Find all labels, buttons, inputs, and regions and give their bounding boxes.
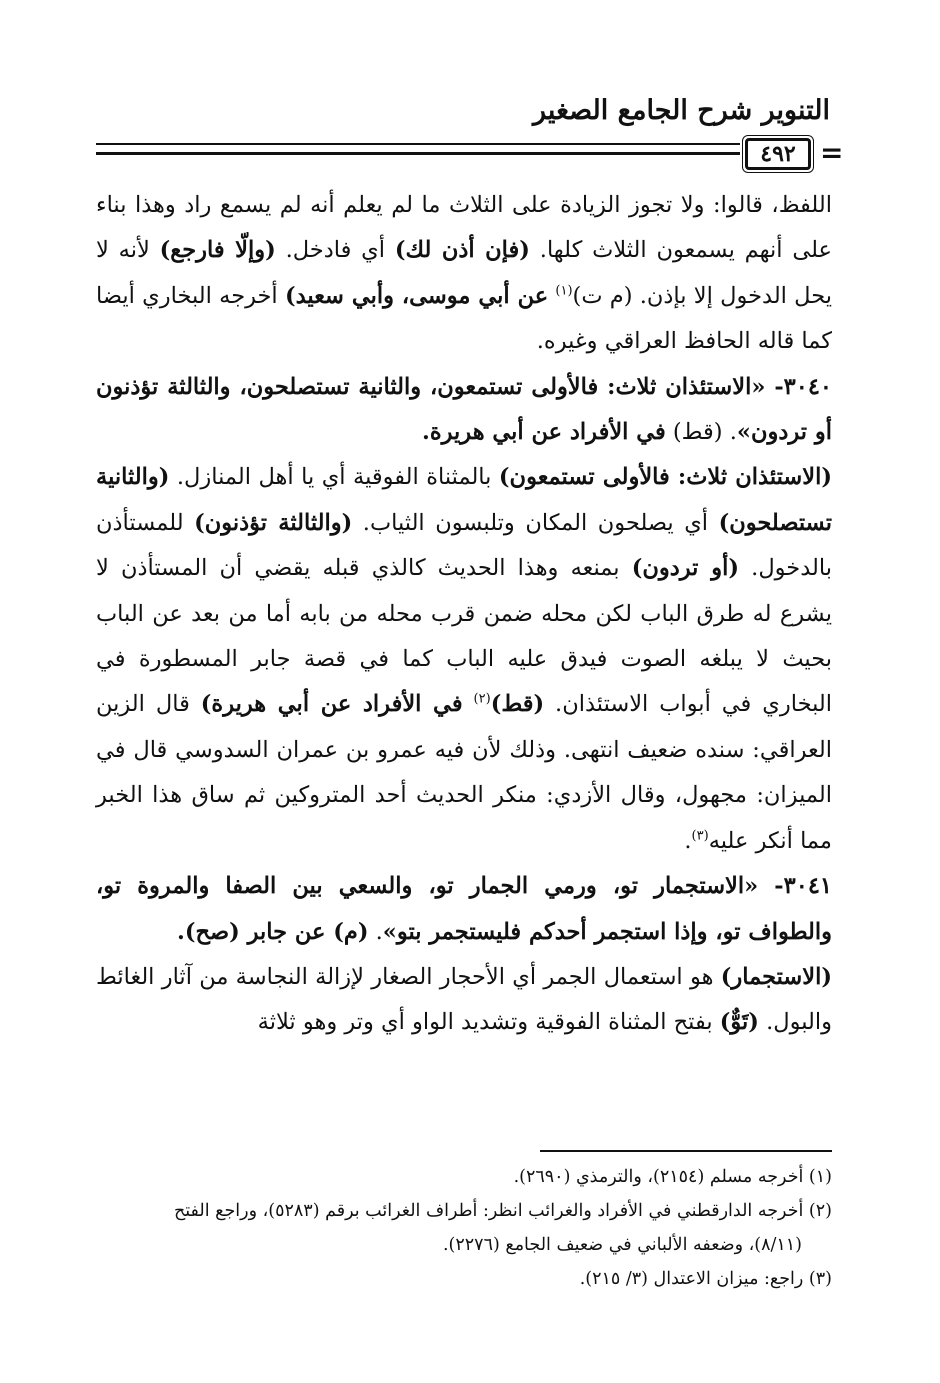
footnote-2: (٢) أخرجه الدارقطني في الأفراد والغرائب انظر: أطراف الغرائب برقم (٥٢٨٣)، وراجع الفتح bbox=[173, 1201, 832, 1221]
page-number: ٤٩٢ bbox=[745, 138, 811, 170]
footnote-2-continued: (٨/١١)، وضعفه الألباني في ضعيف الجامع (٢٢٧٦). bbox=[442, 1235, 802, 1255]
commentary-paragraph: (الاستئذان ثلاث: فالأولى تستمعون) بالمثناة الفوقية أي يا أهل المنازل. (والثانية تستصلحون) أي يصلحون المكان وتلبسون الثياب. (والثالثة تؤذنون) للمستأذن بالدخول. (أو تردون) بمنعه وهذا الحديث كالذي قبله يقضي أن المستأذن لا يشرع له طرق الباب لكن محله ضمن قرب محله من بابه أما من بعد عن الباب بحيث لا يبلغه الصوت فيدق عليه الباب كما في قصة جابر المسطورة في البخاري في أبواب الاستئذان. (قط)$^{(٢)}$ في الأفراد عن أبي هريرة) قال الزين العراقي: سنده ضعيف انتهى. وذلك لأن فيه عمرو بن عمران السدوسي قال في الميزان: مجهول، وقال الأزدي: منكر الحديث أحد المتروكين ثم ساق هذا الخبر مما أنكر عليه$^{(٣)}$. bbox=[96, 464, 832, 854]
header-rule-top bbox=[96, 143, 740, 145]
edge-mark: = bbox=[820, 136, 844, 169]
hadith-entry-3041: ٣٠٤١- «الاستجمار تو، ورمي الجمار تو، والسعي بين الصفا والمروة تو، والطواف تو، وإذا استجمر أحدكم فليستجمر بتو». (م) عن جابر (صح). bbox=[96, 873, 832, 945]
footnote-3: (٣) راجع: ميزان الاعتدال (٣/ ٢١٥). bbox=[579, 1269, 832, 1289]
footnote-1: (١) أخرجه مسلم (٢١٥٤)، والترمذي (٢٦٩٠). bbox=[513, 1167, 832, 1187]
footnote-ref: (٢) bbox=[473, 691, 491, 707]
header-rule-bottom bbox=[96, 152, 740, 155]
main-text bbox=[96, 183, 832, 1046]
footnotes bbox=[96, 1160, 832, 1296]
running-title: التنوير شرح الجامع الصغير bbox=[533, 95, 830, 126]
commentary-paragraph: اللفظ، قالوا: ولا تجوز الزيادة على الثلاث ما لم يعلم أنه لم يسمع راد وهذا بناء على أنهم يسمعون الثلاث كلها. (فإن أذن لك) أي فادخل. (وإلّا فارجع) لأنه لا يحل الدخول إلا بإذن. (م ت)$^{(١)}$ عن أبي موسى، وأبي سعيد) أخرجه البخاري أيضا كما قاله الحافظ العراقي وغيره. bbox=[96, 192, 832, 355]
footnote-ref: (١) bbox=[555, 283, 573, 299]
footnote-ref: (٣) bbox=[691, 828, 709, 844]
hadith-entry-3040: ٣٠٤٠- «الاستئذان ثلاث: فالأولى تستمعون، والثانية تستصلحون، والثالثة تؤذنون أو تردون». (قط) في الأفراد عن أبي هريرة. bbox=[96, 373, 832, 446]
commentary-paragraph: (الاستجمار) هو استعمال الجمر أي الأحجار الصغار لإزالة النجاسة من آثار الغائط والبول. (تَوٌّ) بفتح المثناة الفوقية وتشديد الواو أي وتر وهو ثلاثة bbox=[96, 963, 832, 1036]
footnote-separator bbox=[540, 1150, 832, 1152]
